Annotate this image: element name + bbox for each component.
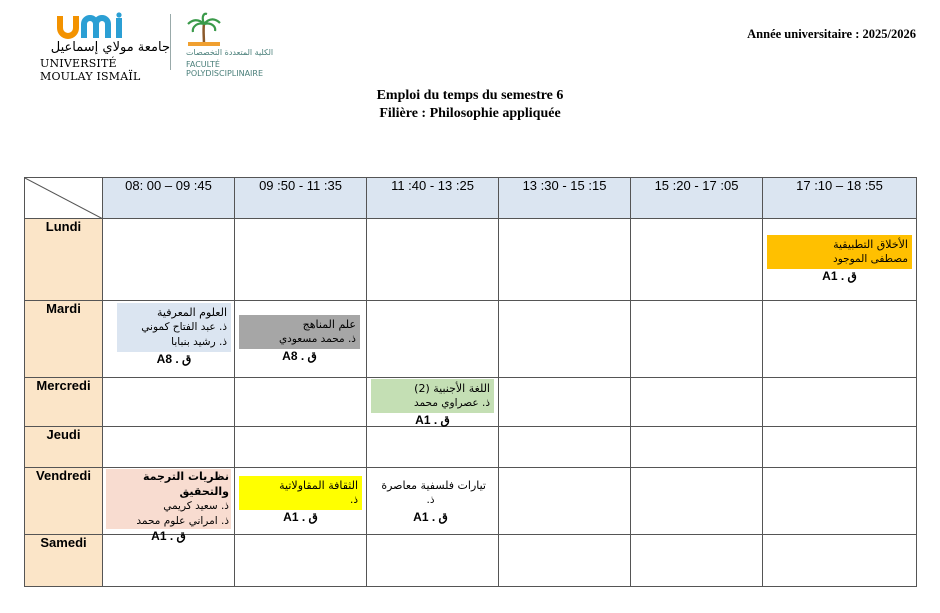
- slot-header: 13 :30 - 15 :15: [499, 178, 631, 219]
- empty-cell: [763, 468, 917, 535]
- course-block: [106, 469, 231, 544]
- course-room: ق . A8: [156, 352, 192, 366]
- course-block: [371, 379, 494, 428]
- empty-cell: [631, 301, 763, 378]
- course-name: نظريات الترجمة والتحقيق: [142, 470, 229, 498]
- course-prof: ذ. محمد مسعودي: [278, 333, 356, 345]
- course-name: الأخلاق التطبيقية: [833, 238, 908, 251]
- slot-header: 09 :50 - 11 :35: [235, 178, 367, 219]
- course-name: تيارات فلسفية معاصرة: [381, 479, 486, 492]
- course-room: ق . A1: [151, 529, 186, 543]
- course-room: ق . A1: [822, 269, 857, 283]
- day-label: Lundi: [25, 219, 103, 301]
- day-row: [25, 378, 917, 427]
- day-row: [25, 468, 917, 535]
- empty-cell: [499, 535, 631, 587]
- course-box: [239, 476, 362, 510]
- program-title: Filière : Philosophie appliquée: [379, 106, 561, 121]
- umi-logo-icon: [56, 12, 146, 40]
- course-box: [239, 315, 360, 349]
- slot-header: 17 :10 – 18 :55: [763, 178, 917, 219]
- course-box: [117, 303, 231, 352]
- course-prof: ذ.: [349, 494, 358, 506]
- empty-cell: [367, 219, 499, 301]
- course-block: [239, 315, 360, 364]
- course-cell: [235, 468, 367, 535]
- academic-year: Année universitaire : 2025/2026: [747, 27, 916, 41]
- empty-cell: [367, 301, 499, 378]
- day-row: [25, 219, 917, 301]
- empty-cell: [103, 427, 235, 468]
- course-prof: ذ. امراني علوم محمد: [136, 515, 229, 527]
- course-prof: ذ. عبد الفتاح كموني: [141, 321, 227, 333]
- course-room: ق . A1: [415, 413, 450, 427]
- course-name: العلوم المعرفية: [157, 306, 227, 319]
- course-block: [117, 303, 231, 367]
- empty-cell: [763, 301, 917, 378]
- umi-logo: [40, 12, 170, 83]
- empty-cell: [631, 219, 763, 301]
- empty-cell: [499, 219, 631, 301]
- logo-divider: [170, 14, 171, 70]
- empty-cell: [103, 535, 235, 587]
- course-cell: [235, 301, 367, 378]
- empty-cell: [103, 219, 235, 301]
- course-name: علم المناهج: [302, 318, 356, 331]
- slot-header: 08: 00 – 09 :45: [103, 178, 235, 219]
- umi-arabic-name: جامعة مولاي إسماعيل: [50, 40, 170, 55]
- course-prof: ذ. سعيد كريمي: [163, 500, 229, 512]
- day-label: Jeudi: [25, 427, 103, 468]
- fp-french-name: FACULTÉ POLYDISCIPLINAIRE: [186, 60, 264, 78]
- palm-tree-icon: [184, 12, 224, 48]
- empty-cell: [499, 427, 631, 468]
- course-box: [106, 469, 231, 529]
- course-prof: مصطفى الموجود: [833, 253, 908, 265]
- empty-cell: [631, 468, 763, 535]
- corner-cell: [25, 178, 103, 219]
- course-prof: ذ. رشيد بنبابا: [171, 336, 227, 348]
- course-name: الثقافة المقاولاتية: [279, 479, 358, 492]
- umi-french-name: UNIVERSITÉ MOULAY ISMAÏL: [40, 57, 141, 83]
- corner-diagonal: [25, 178, 103, 219]
- course-room: ق . A8: [282, 349, 317, 363]
- empty-cell: [235, 427, 367, 468]
- empty-cell: [235, 535, 367, 587]
- empty-cell: [631, 535, 763, 587]
- course-block: [767, 235, 912, 284]
- empty-cell: [763, 378, 917, 427]
- empty-cell: [367, 427, 499, 468]
- empty-cell: [631, 427, 763, 468]
- course-box: [371, 476, 490, 510]
- empty-cell: [763, 427, 917, 468]
- slot-header: 11 :40 - 13 :25: [367, 178, 499, 219]
- course-box: [371, 379, 494, 413]
- timetable: [24, 177, 917, 587]
- course-cell: [367, 378, 499, 427]
- day-row: [25, 301, 917, 378]
- course-cell: [763, 219, 917, 301]
- empty-cell: [499, 468, 631, 535]
- timetable-title: Emploi du temps du semestre 6: [376, 88, 564, 103]
- empty-cell: [763, 535, 917, 587]
- header-row: [25, 178, 917, 219]
- fp-arabic-name: الكلية المتعددة التخصصات: [186, 48, 274, 57]
- empty-cell: [499, 378, 631, 427]
- course-box: [767, 235, 912, 269]
- empty-cell: [103, 378, 235, 427]
- course-cell: [103, 468, 235, 543]
- day-label: Mercredi: [25, 378, 103, 427]
- course-room: ق . A1: [283, 510, 318, 524]
- empty-cell: [499, 301, 631, 378]
- course-block: [371, 476, 490, 525]
- day-label: Vendredi: [25, 468, 103, 535]
- course-prof: ذ.: [426, 494, 435, 506]
- course-block: [239, 476, 362, 525]
- day-label: Mardi: [25, 301, 103, 378]
- day-row: [25, 427, 917, 468]
- day-row: [25, 535, 917, 587]
- day-label: Samedi: [25, 535, 103, 587]
- empty-cell: [631, 378, 763, 427]
- fp-logo: [184, 12, 284, 78]
- course-room: ق . A1: [413, 510, 448, 524]
- course-cell: [103, 301, 235, 378]
- empty-cell: [235, 219, 367, 301]
- course-cell: [367, 468, 499, 535]
- slot-header: 15 :20 - 17 :05: [631, 178, 763, 219]
- empty-cell: [367, 535, 499, 587]
- course-name: اللغة الأجنبية (2): [414, 382, 490, 395]
- course-prof: ذ. عصراوي محمد: [413, 397, 490, 409]
- empty-cell: [235, 378, 367, 427]
